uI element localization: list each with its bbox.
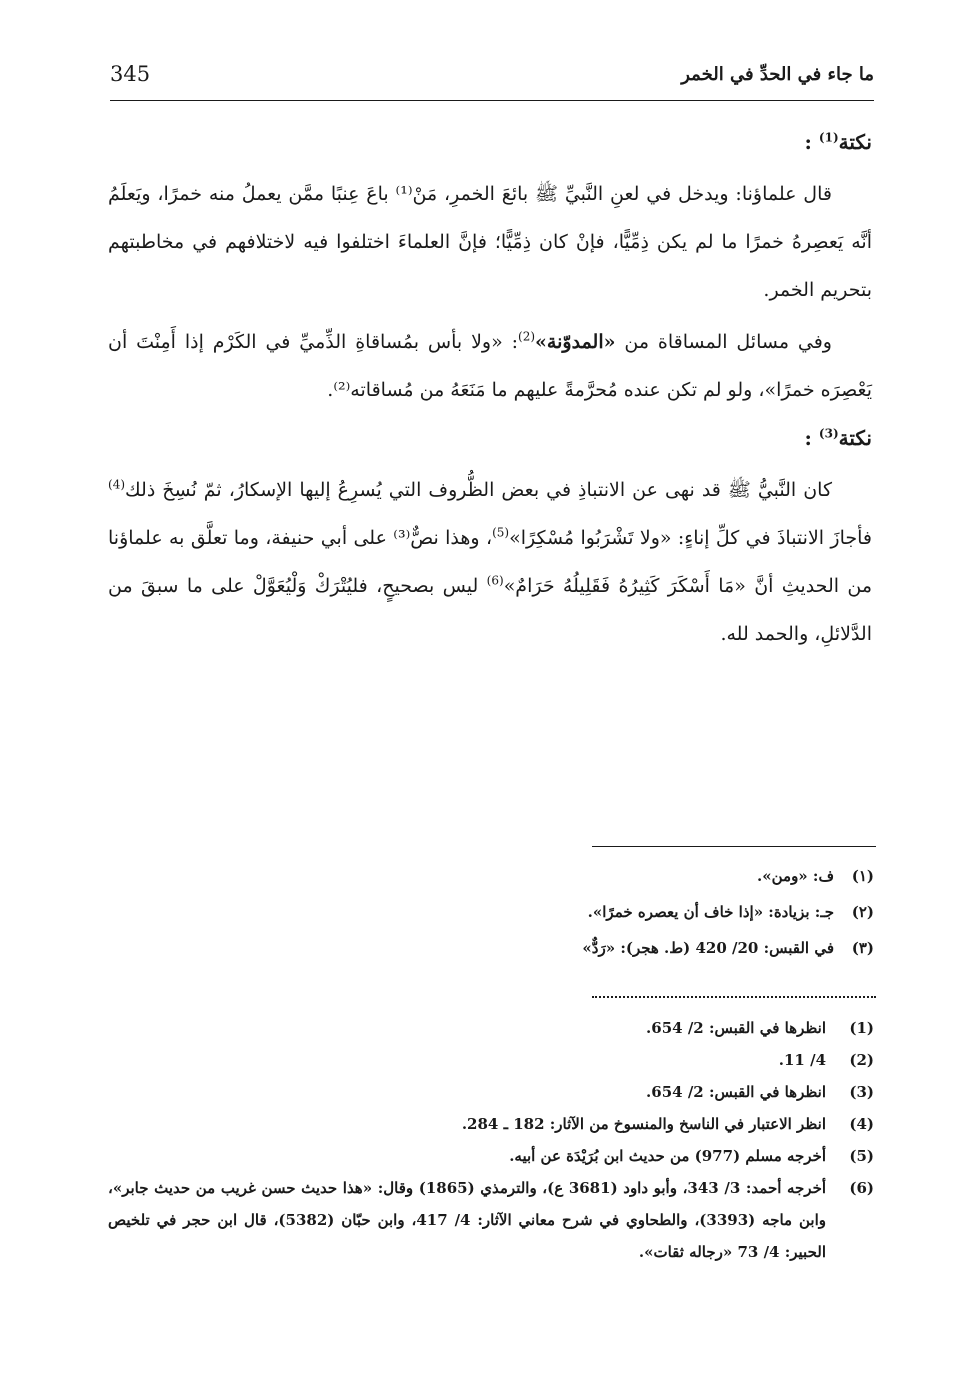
paragraph-1: قال علماؤنا: ويدخل في لعنِ النَّبيِّ ﷺ بائعَ الخمرِ، مَنْ⁽¹⁾ باعَ عِنبًا ممَّن يعملُ منه خمرًا، ويَعلَمُ أنَّه يَعصِرهُ خمرًا ما لم يكن ذِمِّيًّا، فإنْ كان ذِمِّيًّا؛ فإنَّ العلماءَ اختلفوا فيه لاختلافهم في مخاطبتهم بتحريم الخمر. [108, 183, 872, 301]
footnote-item [108, 894, 874, 930]
heading-colon: : [804, 130, 812, 154]
header-rule [110, 100, 874, 101]
page-number: 345 [110, 62, 151, 86]
footnote-number: (2) [849, 1051, 874, 1069]
running-head [110, 62, 874, 102]
footnote-number: (٢) [851, 903, 874, 921]
footnote-item [108, 1140, 874, 1172]
paragraph-3-part-c: ، وهذا نصٌّ⁽³⁾ على أبي حنيفة، وما تعلَّق به علماؤنا من الحديثِ أنَّ «مَا أَسْكَرَ كَثِيرُهُ فَقَلِيلُهُ حَرَامٌ» [108, 527, 872, 597]
footnote-number: (١) [851, 867, 874, 885]
footnote-mark: (1) [818, 130, 839, 145]
footnote-mark: (3) [818, 426, 839, 441]
footnote-item [108, 1076, 874, 1108]
mudawwana-title: «المدوّنة» [535, 331, 616, 353]
paragraph-3-part-d: ليس بصحيحٍ، فليُتْرَكْ وَلْيُعَوَّلْ على ما سبقَ من الدَّلائلِ، والحمد لله. [108, 575, 872, 645]
footnote-number: (4) [849, 1115, 874, 1133]
footnote-text: 4/ 11. [778, 1051, 826, 1069]
dotted-separator [592, 996, 876, 998]
paragraph-2-part-b: : «ولا بأس بمُساقاةِ الذِّميِّ في الكَرْم إذا أَمِنْتَ أن يَعْصِرَه خمرًا»، ولو لم تكن عنده مُحرَّمةً عليهم ما مَنَعَهُ من مُساقاته⁽²⁾. [108, 331, 872, 401]
footnote-text: جـ: بزيادة: «إذا خاف أن يعصره خمرًا». [587, 903, 834, 921]
footnote-text: أخرجه مسلم (977) من حديث ابن بُرَيْدَة عن أبيه. [509, 1147, 826, 1165]
footnote-text: انظر الاعتبار في الناسخ والمنسوخ من الآثار: 182 ـ 284. [461, 1115, 826, 1133]
footnote-text: ف: «ومن». [757, 867, 834, 885]
footnote-number: (5) [849, 1147, 874, 1165]
footnote-mark: (5) [492, 525, 510, 540]
paragraph-3-part-a: كان النَّبيُّ ﷺ قد نهى عن الانتباذِ في بعض الظُّروف التي يُسرِعُ إليها الإسكارُ، ثمّ نُسِخَ ذلك [125, 479, 832, 501]
footnote-item [108, 1172, 874, 1268]
footnote-number: (6) [849, 1179, 874, 1197]
footnote-mark: (6) [486, 573, 504, 588]
footnote-mark: (2) [518, 329, 536, 344]
paragraph-2-part-a: وفي مسائل المساقاة من [624, 331, 832, 353]
footnote-text: انظرها في القبس: 2/ 654. [646, 1019, 826, 1037]
paragraph-2 [108, 318, 872, 414]
paragraph-3 [108, 466, 872, 658]
footnote-number: (1) [849, 1019, 874, 1037]
main-text [108, 120, 872, 662]
footnote-item [108, 1044, 874, 1076]
footnote-item [108, 1012, 874, 1044]
section-heading-1 [108, 122, 872, 162]
footnote-mark: (4) [108, 477, 126, 492]
footnote-number: (٣) [851, 939, 874, 957]
footnote-item [108, 930, 874, 966]
heading-colon: : [804, 426, 812, 450]
paragraph-3-part-b: فأجازَ الانتباذَ في كلِّ إناءٍ: «ولا تَشْرَبُوا مُسْكِرًا» [509, 527, 872, 549]
footnote-item [108, 858, 874, 894]
footnote-item [108, 1108, 874, 1140]
manuscript-footnotes [108, 858, 874, 966]
heading-text: نكتة [838, 426, 872, 450]
heading-text: نكتة [838, 130, 872, 154]
footnote-number: (3) [849, 1083, 874, 1101]
section-heading-2 [108, 418, 872, 458]
footnote-text: في القبس: 20/ 420 (ط. هجر): «رَدٌّ» [582, 939, 834, 957]
footnote-text: أخرجه أحمد: 3/ 343، وأبو داود (3681 ع)، والترمذي (1865) وقال: «هذا حديث حسن غريب من حديث جابر»، وابن ماجه (3393)، والطحاوي في شرح معاني الآثار: 4/ 417، وابن حبّان (5382)، قال ابن حجر في تلخيص الحبير: 4/ 73 «رجاله ثقات». [108, 1179, 827, 1261]
editor-footnotes [108, 1012, 874, 1268]
footnote-rule [592, 846, 876, 847]
footnote-text: انظرها في القبس: 2/ 654. [646, 1083, 826, 1101]
running-title: ما جاء في الحدِّ في الخمر [681, 64, 874, 85]
